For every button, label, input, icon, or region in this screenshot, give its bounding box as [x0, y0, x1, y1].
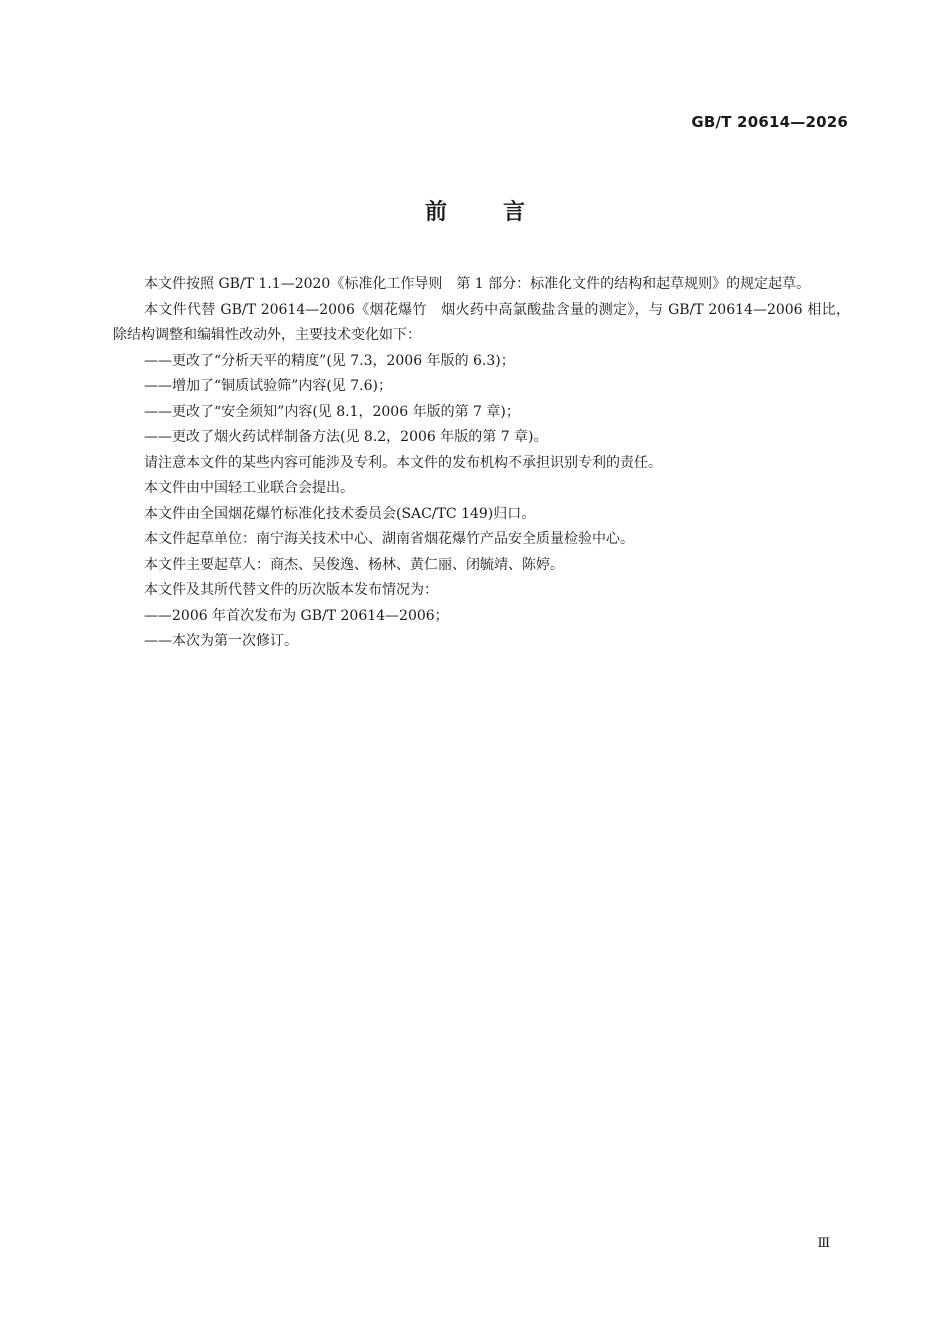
paragraph-committee: 本文件由全国烟花爆竹标准化技术委员会(SAC/TC 149)归口。	[144, 505, 536, 522]
history-item: ——本次为第一次修订。	[144, 633, 298, 649]
paragraph-drafting-units: 本文件起草单位：南宁海关技术中心、湖南省烟花爆竹产品安全质量检验中心。	[144, 531, 634, 547]
paragraph-drafters: 本文件主要起草人：商杰、吴俊逸、杨林、黄仁丽、闭毓靖、陈婷。	[144, 556, 564, 573]
foreword-body	[113, 272, 850, 655]
paragraph-drafting-rules: 本文件按照 GB/T 1.1—2020《标准化工作导则 第 1 部分：标准化文件的结构和起草规则》的规定起草。	[144, 276, 811, 292]
paragraph-patent-notice: 请注意本文件的某些内容可能涉及专利。本文件的发布机构不承担识别专利的责任。	[144, 454, 662, 471]
change-item: ——更改了烟火药试样制备方法(见 8.2，2006 年版的第 7 章)。	[144, 429, 548, 445]
change-item: ——更改了“安全须知”内容(见 8.1，2006 年版的第 7 章)；	[144, 403, 520, 420]
history-item: ——2006 年首次发布为 GB/T 20614—2006；	[144, 607, 449, 624]
page-title	[0, 195, 950, 226]
change-item: ——增加了“铜质试验筛”内容(见 7.6)；	[144, 378, 392, 394]
standard-number: GB/T 20614—2026	[691, 113, 848, 131]
paragraph-replacement: 本文件代替 GB/T 20614—2006《烟花爆竹 烟火药中高氯酸盐含量的测定》，与 GB/T 20614—2006 相比，除结构调整和编辑性改动外，主要技术变化如下：	[113, 301, 850, 343]
title-char-1: 前	[424, 200, 447, 225]
paragraph-proposer: 本文件由中国轻工业联合会提出。	[144, 480, 354, 496]
change-item: ——更改了“分析天平的精度”(见 7.3，2006 年版的 6.3)；	[144, 352, 515, 369]
page-number: Ⅲ	[817, 1236, 830, 1251]
title-char-2: 言	[503, 200, 526, 225]
paragraph-history-intro: 本文件及其所代替文件的历次版本发布情况为：	[144, 582, 438, 598]
